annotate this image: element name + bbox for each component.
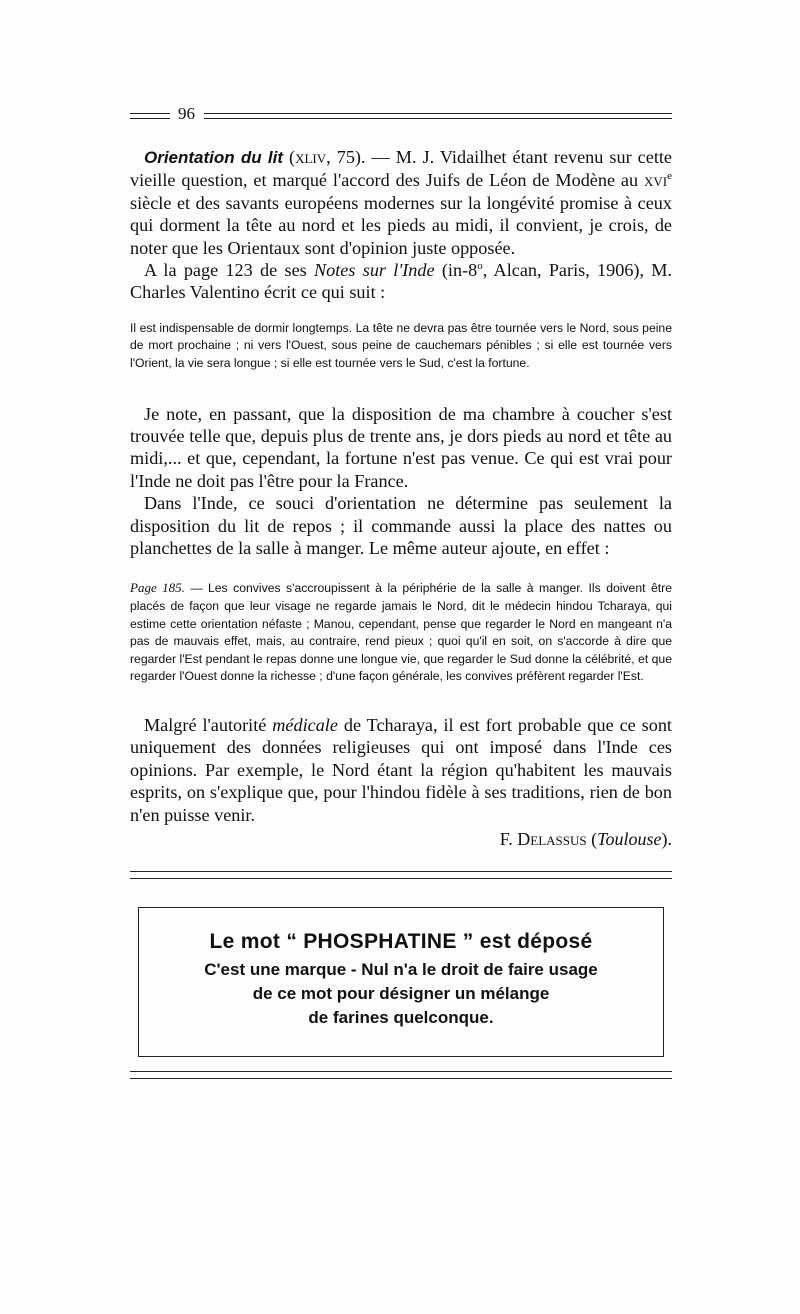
section-divider-top	[130, 871, 672, 879]
author-signature: F. Delassus (Toulouse).	[499, 829, 672, 850]
paragraph-orientation: Orientation du lit (xliv, 75). — M. J. Vidailhet étant revenu sur cette vieille question, et marqué l'accord des Juifs de Léon de Modène au xvi$^e$ siècle et des savants européens modernes sur la longévité promise à ceux qui dorment la tête au nord et les pieds au midi, il convient, je crois, de noter que les Orientaux sont d'opinion juste opposée.	[130, 147, 672, 258]
page-header	[130, 100, 672, 132]
paragraph-salle-a-manger: Dans l'Inde, ce souci d'orientation ne détermine pas seulement la disposition du lit de repos ; il commande aussi la place des nattes ou planchettes de la salle à manger. Le même auteur ajoute, en effet :	[130, 493, 672, 559]
section-divider-bottom	[130, 1071, 672, 1079]
advert-line-2: C'est une marque - Nul n'a le droit de faire usage	[204, 960, 598, 980]
page	[130, 100, 672, 1079]
book-title: Notes sur l'Inde	[314, 260, 435, 281]
advert-headline: Le mot “ PHOSPHATINE ” est déposé	[209, 930, 593, 954]
advert-line-4: de farines quelconque.	[308, 1008, 494, 1028]
paragraph-source: A la page 123 de ses Notes sur l'Inde (in-8$^o$, Alcan, Paris, 1906), M. Charles Valentino écrit ce qui suit :	[130, 259, 673, 303]
section-title: Orientation du lit	[144, 148, 283, 167]
advertisement-box	[138, 907, 664, 1057]
header-rule-right	[204, 113, 672, 119]
author-name: Delassus	[517, 829, 587, 850]
page-reference: Page 185.	[130, 580, 185, 596]
advert-line-3: de ce mot pour désigner un mélange	[252, 984, 550, 1004]
paragraph-conclusion: Malgré l'autorité médicale de Tcharaya, il est fort probable que ce sont uniquement des données religieuses qui ont imposé dans l'Inde ces opinions. Par exemple, le Nord étant la région qu'habitent les mauvais esprits, on s'explique que, pour l'hindou fidèle à ses traditions, rien de bon n'en puisse venir.	[130, 715, 672, 825]
quote-convives: Page 185. — Les convives s'accroupissent à la périphérie de la salle à manger. Ils doivent être placés de façon que leur visage ne regarde jamais le Nord, dit le médecin hindou Tcharaya, qui estime cette orientation néfaste ; Manou, cependant, pense que regarder le Nord en mangeant n'a pas de mauvais effet, mais, au contraire, rend pieux ; quoi qu'il en soit, on s'accorde à dire que regarder l'Est pendant le repas donne une longue vie, que regarder le Sud donne la célébrité, et que regarder l'Ouest donne la richesse ; d'une façon générale, les convives préfèrent regarder l'Est.	[130, 580, 672, 684]
volume-ref: xliv	[295, 147, 327, 167]
header-rule-left	[130, 113, 170, 119]
quote-dormir: Il est indispensable de dormir longtemps. La tête ne devra pas être tournée vers le Nord, sous peine de mort prochaine ; ni vers l'Ouest, sous peine de cauchemars pénibles ; si elle est tournée vers l'Orient, la vie sera longue ; si elle est tournée vers le Sud, c'est la fortune.	[130, 320, 672, 371]
author-place: Toulouse	[597, 829, 662, 850]
page-number: 96	[178, 104, 195, 123]
paragraph-chambre: Je note, en passant, que la disposition de ma chambre à coucher s'est trouvée telle que, depuis plus de trente ans, je dors pieds au nord et tête au midi,... et que, cependant, la fortune n'est pas venue. Ce qui est vrai pour l'Inde ne doit pas l'être pour la France.	[130, 403, 672, 491]
